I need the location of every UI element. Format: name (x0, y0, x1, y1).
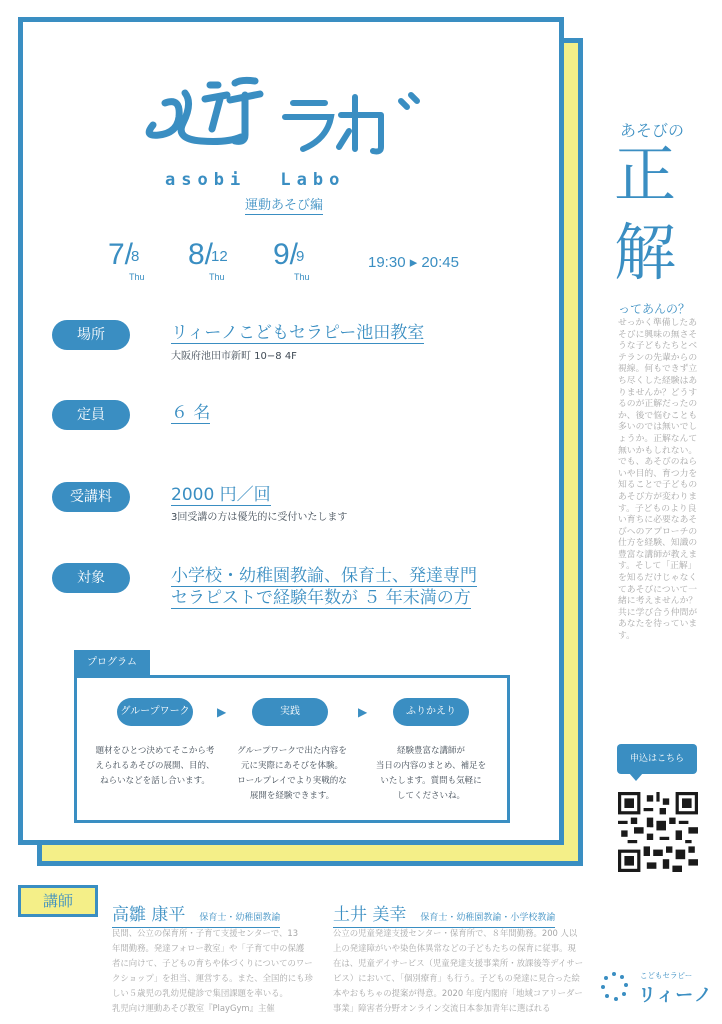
lecturer-bio (333, 926, 583, 1016)
target-text-2: セラピストで経験年数が ５ 年未満の方 (171, 588, 471, 608)
bio-line: 事業」障害者分野オンライン交流日本参加青年に選ばれる (333, 1003, 551, 1013)
bio-line: しい５歳児の乳幼児健診で集団課題を率いる。 (112, 988, 288, 998)
date-row (108, 238, 528, 282)
date-item (273, 238, 310, 282)
capacity-label: 定員 (52, 400, 130, 430)
logo-latin: asobi Labo (165, 170, 346, 190)
fee-label: 受講料 (52, 482, 130, 512)
bio-line: 上の発達障がいや染色体異常などの子どもたちの保育に従事。現 (333, 943, 576, 953)
lecturer-name-text: 高雛 康平 (112, 905, 186, 925)
sidebar-body: せっかく準備したあそびに興味の無さそうな子どもたちとベテランの先輩からの視線。何もできず立ち尽くした経験はありませんか？どうするのが正解だったのか、後で悩むことも多いのでは無いでしょうか。正解なんて無いかもしれない。でも、あそびのねらいや目的、育つ力を知ることで子どものあそび方が変わります。子どものより良い育ちに必要なあそびへのアプローチの仕方を経験、知識の豊富な講師が教えます。そして「正解」を知るだけじゃなくてあそびについて一緒に考えませんか？共に学び合う仲間があなたを待っています。 (618, 318, 698, 642)
lecturer-name (112, 900, 280, 928)
apply-button[interactable]: 申込はこちら (617, 744, 697, 774)
bio-line: 民間、公立の保育所・子育て支援センターで、13 (112, 928, 299, 938)
desc-line: 題材をひとつ決めてそこから考 (95, 746, 215, 756)
bio-line: 乳児向け運動あそび教室『PlayGym』主催 (112, 1003, 275, 1013)
target-text-1: 小学校・幼稚園教諭、保育士、発達専門 (171, 566, 477, 586)
date-weekday: Thu (294, 272, 310, 282)
desc-line: いたします。質問も気軽に (380, 776, 482, 786)
sidebar-kicker: あそびの (620, 121, 685, 140)
capacity-text: ６ 名 (171, 403, 211, 423)
place-address: 大阪府池田市新町 10−8 4F (171, 351, 297, 362)
arrow-icon: ▶ (358, 705, 368, 719)
desc-line: 経験豊富な講師が (396, 746, 465, 756)
date-item (108, 238, 145, 282)
lecturer-bio (112, 926, 313, 1016)
step-practice: 実践 (252, 698, 328, 726)
capacity-value (171, 402, 210, 424)
place-label: 場所 (52, 320, 130, 350)
brand-logo: リィーノ (638, 985, 713, 1006)
date-day: 8 (131, 248, 140, 265)
date-day: 9 (296, 248, 305, 265)
fee-text: 2000 円／回 (171, 485, 271, 505)
bio-line: ビス）において、「個別療育」も行う。子どもの発達に見合った絵 (333, 973, 580, 983)
place-value (171, 322, 424, 344)
sidebar-big-2: 解 (614, 216, 677, 289)
lecturer-label: 講師 (18, 885, 98, 917)
sidebar-tail: ってあんの？ (618, 302, 691, 316)
bio-line: 本やおもちゃの提案が得意。2020 年度内閣府「地域コアリーダー (333, 988, 583, 998)
target-value (171, 565, 477, 609)
date-month: 7/ (108, 238, 134, 271)
bio-line: 者に向けて、子どもの育ちや体づくりについてのワー (112, 958, 313, 968)
desc-line: 展開を経験できます。 (249, 791, 335, 801)
desc-line: ロールプレイでより実戦的な (237, 776, 347, 786)
time-range: 19:30 ▸ 20:45 (368, 254, 459, 271)
brand-small: こどもセラピー (640, 971, 693, 980)
edition-label: 運動あそび編 (245, 198, 324, 213)
lecturer-role: 保育士・幼稚園教諭・小学校教諭 (420, 913, 556, 923)
date-day: 12 (211, 248, 228, 265)
fee-note: 3回受講の方は優先的に受付いたします (171, 512, 348, 523)
program-tab: プログラム (74, 650, 150, 675)
step-desc (222, 744, 362, 804)
desc-line: ねらいなどを話し合います。 (100, 776, 210, 786)
sidebar-big-1: 正 (614, 138, 677, 211)
target-label: 対象 (52, 563, 130, 593)
date-month: 8/ (188, 238, 214, 271)
date-weekday: Thu (209, 272, 225, 282)
arrow-icon: ▶ (217, 705, 227, 719)
desc-line: グループワークで出た内容を (237, 746, 347, 756)
date-weekday: Thu (129, 272, 145, 282)
desc-line: 当日の内容のまとめ、補足を (375, 761, 487, 771)
fee-value (171, 484, 271, 506)
date-month: 9/ (273, 238, 299, 271)
desc-line: えられるあそびの展開、目的、 (95, 761, 215, 771)
lecturer-name-text: 土井 美幸 (333, 905, 407, 925)
step-desc (361, 744, 501, 804)
step-desc (85, 744, 225, 789)
bio-line: 年間勤務。発達フォロー教室」や「子育て中の保護 (112, 943, 305, 953)
qr-code-icon[interactable] (618, 792, 698, 872)
desc-line: 元に実際にあそびを体験。 (240, 761, 343, 771)
bio-line: 公立の児童発達支援センター・保育所で、８年間勤務。200 人以 (333, 928, 578, 938)
desc-line: してくださいね。 (396, 791, 465, 801)
bio-line: クショップ」を担当、運営する。また、全国的にも珍 (112, 973, 313, 983)
bio-line: 在は、児童デイサービス（児童発達支援事業所・放課後等デイサー (333, 958, 584, 968)
step-groupwork: グループワーク (117, 698, 193, 726)
date-item (188, 238, 228, 282)
asobi-labo-logo (135, 55, 435, 165)
place-text: リィーノこどもセラピー池田教室 (171, 323, 425, 343)
lecturer-role: 保育士・幼稚園教諭 (199, 913, 281, 923)
lecturer-name (333, 900, 555, 928)
step-review: ふりかえり (393, 698, 469, 726)
